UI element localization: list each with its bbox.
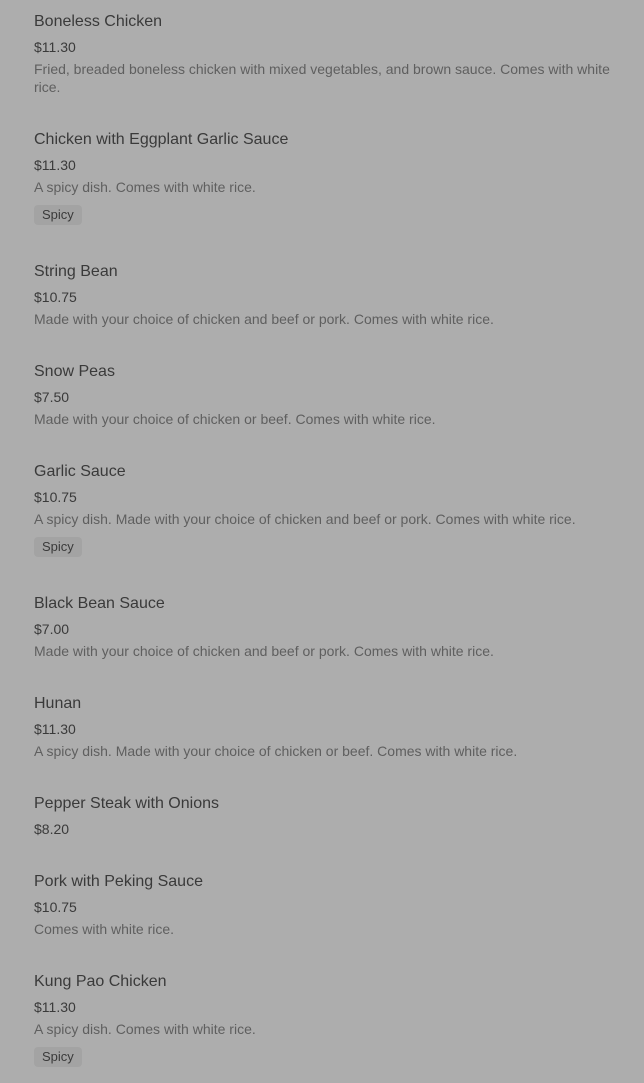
menu-item-black-bean-sauce[interactable] xyxy=(34,594,620,660)
item-price: $11.30 xyxy=(34,157,76,173)
menu-item-pork-peking-sauce[interactable] xyxy=(34,872,620,938)
item-description: Fried, breaded boneless chicken with mixed vegetables, and brown sauce. Comes with white rice. xyxy=(34,61,610,95)
item-description: A spicy dish. Made with your choice of chicken and beef or pork. Comes with white rice. xyxy=(34,511,576,527)
item-price: $11.30 xyxy=(34,721,76,737)
menu-item-string-bean[interactable] xyxy=(34,262,620,328)
item-name: Hunan xyxy=(34,695,82,712)
item-name: Garlic Sauce xyxy=(34,463,126,480)
menu-item-garlic-sauce[interactable] xyxy=(34,462,620,557)
menu-item-hunan[interactable] xyxy=(34,694,620,760)
item-name: Pepper Steak with Onions xyxy=(34,795,219,812)
item-price: $8.20 xyxy=(34,821,70,837)
item-name: Black Bean Sauce xyxy=(34,595,165,612)
item-description: Made with your choice of chicken and beef or pork. Comes with white rice. xyxy=(34,311,494,327)
menu-item-kung-pao-chicken[interactable] xyxy=(34,972,620,1067)
item-name: Snow Peas xyxy=(34,363,115,380)
item-description: A spicy dish. Comes with white rice. xyxy=(34,1021,256,1037)
item-price: $7.00 xyxy=(34,621,70,637)
item-name: Chicken with Eggplant Garlic Sauce xyxy=(34,131,289,148)
item-description: Comes with white rice. xyxy=(34,921,175,937)
item-description: A spicy dish. Made with your choice of chicken or beef. Comes with white rice. xyxy=(34,743,518,759)
spicy-badge: Spicy xyxy=(34,537,82,557)
item-price: $10.75 xyxy=(34,489,77,505)
spicy-badge: Spicy xyxy=(34,1047,82,1067)
item-price: $7.50 xyxy=(34,389,70,405)
item-price: $10.75 xyxy=(34,899,77,915)
item-description: Made with your choice of chicken and beef or pork. Comes with white rice. xyxy=(34,643,494,659)
item-description: A spicy dish. Comes with white rice. xyxy=(34,179,256,195)
menu-item-pepper-steak-onions[interactable] xyxy=(34,794,620,838)
item-description: Made with your choice of chicken or beef. Comes with white rice. xyxy=(34,411,436,427)
item-name: Pork with Peking Sauce xyxy=(34,873,203,890)
spicy-badge: Spicy xyxy=(34,205,82,225)
item-name: Boneless Chicken xyxy=(34,13,163,30)
item-name: String Bean xyxy=(34,263,118,280)
item-price: $10.75 xyxy=(34,289,77,305)
menu-item-snow-peas[interactable] xyxy=(34,362,620,428)
menu-item-chicken-eggplant-garlic[interactable] xyxy=(34,130,620,225)
menu-item-boneless-chicken[interactable] xyxy=(34,12,620,96)
item-price: $11.30 xyxy=(34,39,76,55)
item-price: $11.30 xyxy=(34,999,76,1015)
item-name: Kung Pao Chicken xyxy=(34,973,167,990)
